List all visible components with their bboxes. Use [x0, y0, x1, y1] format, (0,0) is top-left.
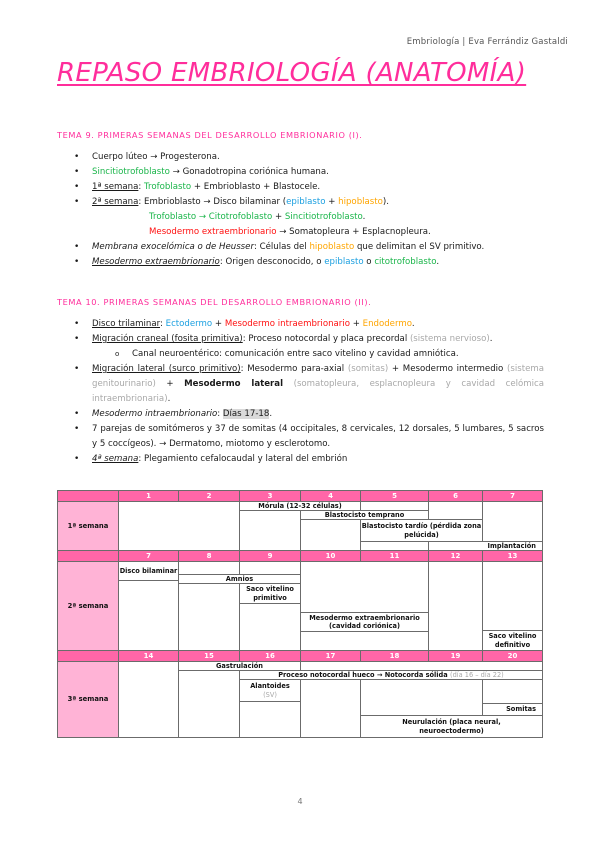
event-proceso-notocordal: Proceso notocordal hueco → Notocorda sólida (día 16 – día 22) [239, 670, 543, 680]
event-alantoides: Alantoides (SV) [239, 679, 301, 702]
week-label: 2ª semana [57, 561, 119, 651]
day-header: 19 [428, 650, 483, 662]
empty-cell [239, 701, 301, 738]
event-implantacion: Implantación [428, 541, 543, 551]
event-gastrulacion: Gastrulación [178, 661, 301, 671]
day-header: 17 [300, 650, 361, 662]
empty-cell [178, 670, 240, 738]
tema9-heading: TEMA 9. PRIMERAS SEMANAS DEL DESARROLLO EMBRIONARIO (I). [57, 130, 363, 140]
day-header: 3 [239, 490, 301, 502]
event-amnios: Amnios [178, 574, 301, 584]
page-number: 4 [297, 797, 303, 806]
event-blastocisto-tardio: Blastocisto tardío (pérdida zona pelúcida) [360, 519, 483, 542]
empty-cell [118, 580, 179, 651]
empty-cell [428, 561, 483, 651]
day-header: 5 [360, 490, 429, 502]
list-item: • Cuerpo lúteo → Progesterona. [57, 150, 544, 165]
day-header: 12 [428, 550, 483, 562]
highlighted-days: Días 17-18 [222, 409, 270, 419]
day-header: 13 [482, 550, 543, 562]
empty-cell [239, 510, 301, 551]
empty-cell [300, 561, 429, 613]
list-item: • Migración lateral (surco primitivo): Mesodermo para-axial (somitas) + Mesodermo intermedio (sistema genitourinario) + Mesodermo lateral (somatopleura, esplacnopleura y cavidad celómica intraembrionaria). [57, 362, 544, 407]
day-header: 18 [360, 650, 429, 662]
day-header: 11 [360, 550, 429, 562]
week-label: 3ª semana [57, 661, 119, 738]
day-header: 9 [239, 550, 301, 562]
list-item: • Sincitiotrofoblasto → Gonadotropina coriónica humana. [57, 165, 544, 180]
list-item: • Mesodermo extraembrionario: Origen desconocido, o epiblasto o citotrofoblasto. [57, 255, 544, 270]
empty-cell [300, 519, 361, 551]
list-subitem: o Canal neuroentérico: comunicación entre saco vitelino y cavidad amniótica. [57, 347, 544, 362]
empty-cell [300, 631, 429, 651]
day-header: 10 [300, 550, 361, 562]
empty-cell [482, 679, 543, 704]
day-header: 20 [482, 650, 543, 662]
list-item: • Membrana exocelómica o de Heusser: Células del hipoblasto que delimitan el SV primitivo. [57, 240, 544, 255]
event-saco-vitelino-primitivo: Saco vitelino primitivo [239, 583, 301, 604]
day-header: 6 [428, 490, 483, 502]
day-header: 2 [178, 490, 240, 502]
empty-cell [482, 501, 543, 542]
empty-cell [482, 561, 543, 631]
empty-cell [118, 501, 240, 551]
list-item: • Disco trilaminar: Ectodermo + Mesodermo intraembrionario + Endodermo. [57, 317, 544, 332]
day-header: 7 [118, 550, 179, 562]
empty-cell [239, 603, 301, 651]
day-header: 7 [482, 490, 543, 502]
tema10-list [57, 317, 544, 467]
empty-cell [118, 661, 179, 738]
event-mesodermo-extraembrionario: Mesodermo extraembrionario (cavidad coriónica) [300, 612, 429, 632]
day-header: 15 [178, 650, 240, 662]
event-morula: Mórula (12-32 células) [239, 501, 361, 511]
event-blastocisto-temprano: Blastocisto temprano [300, 510, 429, 520]
running-header: Embriología | Eva Ferrándiz Gastaldi [406, 37, 568, 47]
day-header: 1 [118, 490, 179, 502]
list-item-continuation: Trofoblasto → Citotrofoblasto + Sincitiotrofoblasto. [149, 212, 366, 222]
day-header: 8 [178, 550, 240, 562]
empty-cell [239, 561, 301, 575]
tema9-list [57, 150, 544, 270]
page-title: REPASO EMBRIOLOGÍA (ANATOMÍA) [57, 58, 527, 88]
event-somitas: Somitas [482, 703, 543, 716]
list-item: • Migración craneal (fosita primitiva): Proceso notocordal y placa precordal (sistema nervioso). [57, 332, 544, 347]
timeline-table [57, 490, 543, 738]
empty-cell [360, 679, 483, 716]
day-header: 4 [300, 490, 361, 502]
list-item: • 4ª semana: Plegamiento cefalocaudal y lateral del embrión [57, 452, 544, 467]
event-neurulacion: Neurulación (placa neural, neuroectodermo) [360, 715, 543, 738]
empty-cell [178, 561, 240, 575]
day-header: 16 [239, 650, 301, 662]
event-disco-bilaminar: Disco bilaminar [118, 561, 179, 581]
list-item: • 2ª semana: Embrioblasto → Disco bilaminar (epiblasto + hipoblasto). [57, 195, 544, 210]
list-item-continuation: Mesodermo extraembrionario → Somatopleura + Esplacnopleura. [149, 227, 431, 237]
event-saco-vitelino-definitivo: Saco vitelino definitivo [482, 630, 543, 651]
list-item: • 7 parejas de somitómeros y 37 de somitas (4 occipitales, 8 cervicales, 12 dorsales, 5 lumbares, 5 sacros y 5 coccígeos). → Dermatomo, miotomo y esclerotomo. [57, 422, 544, 452]
week-label: 1ª semana [57, 501, 119, 551]
tema10-heading: TEMA 10. PRIMERAS SEMANAS DEL DESARROLLO EMBRIONARIO (II). [57, 297, 372, 307]
list-item: • Mesodermo intraembrionario: Días 17-18. [57, 407, 544, 422]
empty-cell [178, 583, 240, 651]
empty-cell [300, 679, 361, 738]
day-header: 14 [118, 650, 179, 662]
list-item: • 1ª semana: Trofoblasto + Embrioblasto + Blastocele. [57, 180, 544, 195]
